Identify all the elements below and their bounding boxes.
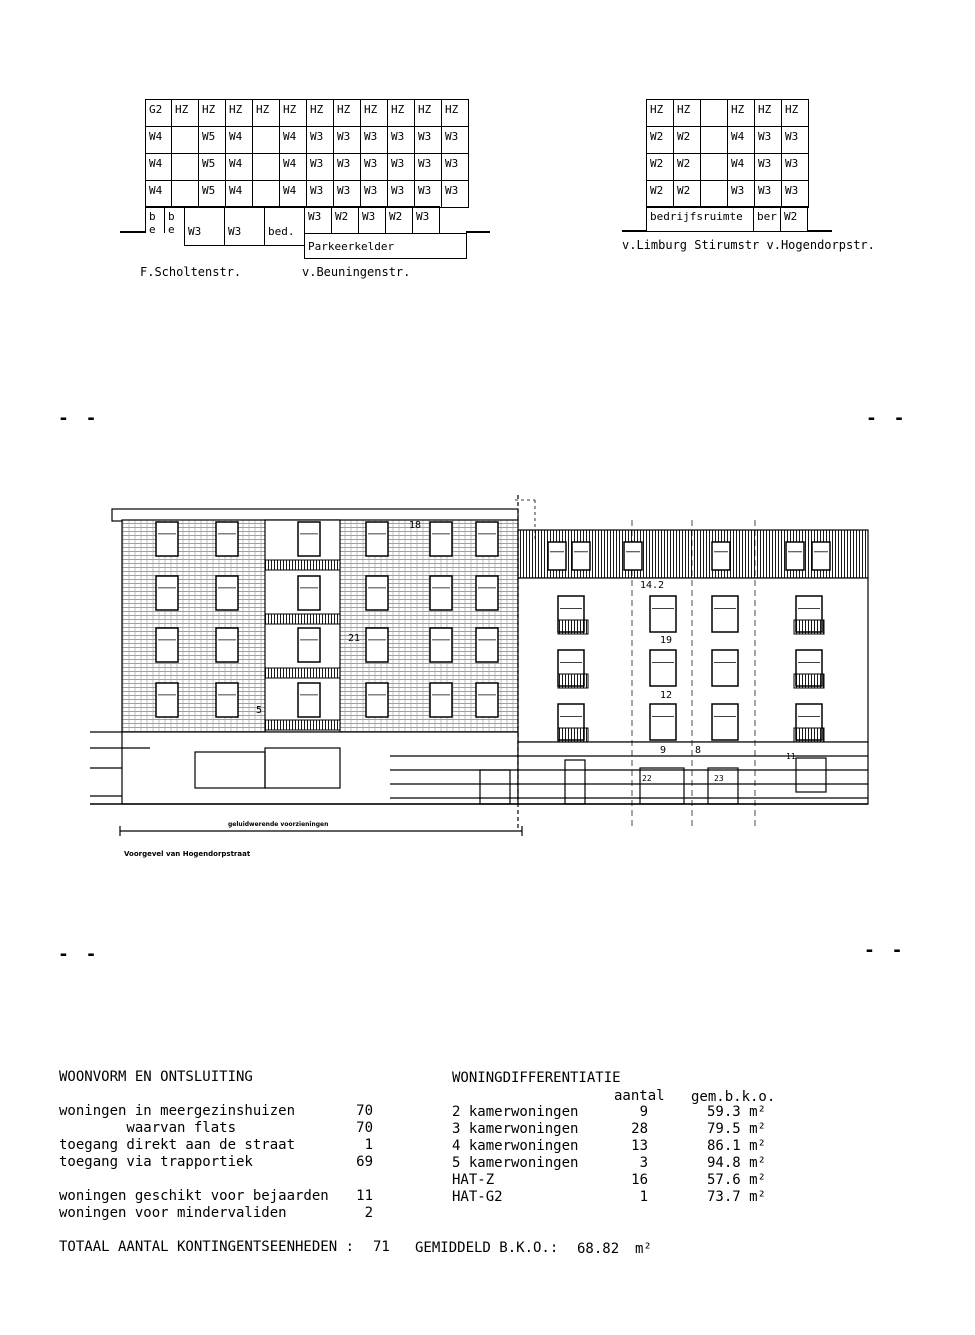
right-grid-r1-c3: W4 xyxy=(727,126,755,154)
facade-window-8 xyxy=(298,576,320,610)
left-grid-r1-c7: W3 xyxy=(333,126,361,154)
facade-window-14 xyxy=(298,628,320,662)
right-grid-r2-c4: W3 xyxy=(754,153,782,181)
right-grid-r3-c1: W2 xyxy=(673,180,701,208)
cell-b2: b e xyxy=(164,206,185,233)
left-grid-r2-c3: W4 xyxy=(225,153,253,181)
facade-window-5 xyxy=(476,522,498,556)
differentiatie-row-gem: 57.6 m² xyxy=(706,1172,766,1188)
balcony-rail xyxy=(265,668,340,678)
facade-window-18 xyxy=(156,683,178,717)
street-label-scholten: F.Scholtenstr. xyxy=(140,265,242,279)
street-label-right: v.Limburg Stirumstr v.Hogendorpstr. xyxy=(622,238,875,252)
balcony-rail xyxy=(265,560,340,570)
left-grid-r1-c11: W3 xyxy=(441,126,469,154)
woonvorm-row-value: 70 xyxy=(356,1103,373,1119)
woonvorm-row-label: woningen voor mindervaliden xyxy=(59,1205,287,1221)
mark-22: 22 xyxy=(642,774,652,783)
woonvorm-row-label: waarvan flats xyxy=(59,1120,237,1136)
differentiatie-row-gem: 59.3 m² xyxy=(706,1104,766,1120)
left-grid-r1-c9: W3 xyxy=(387,126,415,154)
woonvorm-row-value: 2 xyxy=(364,1205,373,1221)
totaal-label: TOTAAL AANTAL KONTINGENTSEENHEDEN : xyxy=(59,1239,355,1255)
left-grid-r2-c11: W3 xyxy=(441,153,469,181)
differentiatie-row-label: 3 kamerwoningen xyxy=(452,1121,579,1137)
left-grid-r1-c5: W4 xyxy=(279,126,307,154)
left-grid-r0-c11: HZ xyxy=(441,99,469,127)
cell-r5-0: W3 xyxy=(304,206,332,234)
cell-r5-1: W2 xyxy=(331,206,359,234)
differentiatie-row-label: 2 kamerwoningen xyxy=(452,1104,579,1120)
facade-window-29 xyxy=(650,650,676,686)
right-grid-r3-c5: W3 xyxy=(781,180,809,208)
facade-window-2 xyxy=(298,522,320,556)
right-grid-r1-c1: W2 xyxy=(673,126,701,154)
left-grid-r0-c5: HZ xyxy=(279,99,307,127)
woonvorm-row-value: 70 xyxy=(356,1120,373,1136)
differentiatie-row-aantal: 3 xyxy=(639,1155,648,1171)
right-grid-r3-c4: W3 xyxy=(754,180,782,208)
left-grid-r3-c3: W4 xyxy=(225,180,253,208)
facade-window-30 xyxy=(712,650,738,686)
facade-window-38 xyxy=(624,542,642,570)
mark-8: 8 xyxy=(695,745,702,756)
left-grid-r1-c0: W4 xyxy=(145,126,172,154)
left-grid-r2-c0: W4 xyxy=(145,153,172,181)
cell-parking: Parkeerkelder xyxy=(304,233,467,259)
facade-window-23 xyxy=(476,683,498,717)
balcony-rail xyxy=(558,620,588,634)
left-grid-r0-c4: HZ xyxy=(252,99,280,127)
differentiatie-row-label: HAT-G2 xyxy=(452,1189,503,1205)
left-grid-r3-c0: W4 xyxy=(145,180,172,208)
right-grid-r0-c0: HZ xyxy=(646,99,674,127)
woonvorm-row-value: 1 xyxy=(364,1137,373,1153)
left-grid-r2-c8: W3 xyxy=(360,153,388,181)
left-grid-r1-c6: W3 xyxy=(306,126,334,154)
facade-window-7 xyxy=(216,576,238,610)
dash-marker-tr: - - xyxy=(866,408,908,429)
left-grid-r0-c10: HZ xyxy=(414,99,442,127)
elevation-note: geluidwerende voorzieningen xyxy=(228,821,329,828)
cell-r5-3: W2 xyxy=(385,206,413,234)
woonvorm-row-label: woningen in meergezinshuizen xyxy=(59,1103,296,1119)
col-header-aantal: aantal xyxy=(614,1088,665,1104)
mark-23: 23 xyxy=(714,774,724,783)
mark-9: 9 xyxy=(660,745,667,756)
facade-window-13 xyxy=(216,628,238,662)
cell-b1: b e xyxy=(145,206,165,233)
balcony-rail xyxy=(558,674,588,688)
facade-window-1 xyxy=(216,522,238,556)
differentiatie-row-gem: 86.1 m² xyxy=(706,1138,766,1154)
differentiatie-row-aantal: 9 xyxy=(639,1104,648,1120)
mark-12: 12 xyxy=(660,690,673,701)
left-grid-r0-c8: HZ xyxy=(360,99,388,127)
mark-21: 21 xyxy=(348,633,361,644)
cell-w3a: W3 xyxy=(184,206,225,246)
cell-bed: bed. xyxy=(264,206,305,246)
facade-window-39 xyxy=(712,542,730,570)
balcony-rail xyxy=(265,720,340,730)
facade-window-6 xyxy=(156,576,178,610)
facade-window-12 xyxy=(156,628,178,662)
balcony-rail xyxy=(794,620,824,634)
facade-window-34 xyxy=(712,704,738,740)
right-grid-r1-c4: W3 xyxy=(754,126,782,154)
differentiatie-row-gem: 79.5 m² xyxy=(706,1121,766,1137)
dash-marker-bl: - - xyxy=(58,944,100,965)
left-grid-r3-c5: W4 xyxy=(279,180,307,208)
gemiddeld-label: GEMIDDELD B.K.O.: xyxy=(415,1240,559,1256)
facade-window-21 xyxy=(366,683,388,717)
mark-5: 5 xyxy=(256,705,263,716)
mark-14-2: 14.2 xyxy=(640,580,665,591)
right-grid-r0-c3: HZ xyxy=(727,99,755,127)
left-grid-r0-c3: HZ xyxy=(225,99,253,127)
differentiatie-row-label: HAT-Z xyxy=(452,1172,495,1188)
facade-window-4 xyxy=(430,522,452,556)
balcony-rail xyxy=(558,728,588,742)
facade-window-11 xyxy=(476,576,498,610)
right-grid-r0-c4: HZ xyxy=(754,99,782,127)
woonvorm-row-label: toegang via trapportiek xyxy=(59,1154,253,1170)
left-grid-r0-c1: HZ xyxy=(171,99,199,127)
facade-window-10 xyxy=(430,576,452,610)
left-grid-r0-c2: HZ xyxy=(198,99,226,127)
facade-window-33 xyxy=(650,704,676,740)
left-grid-r3-c9: W3 xyxy=(387,180,415,208)
facade-window-15 xyxy=(366,628,388,662)
woonvorm-row-label: woningen geschikt voor bejaarden xyxy=(59,1188,329,1204)
col-header-gem: gem.b.k.o. xyxy=(691,1089,776,1105)
right-grid-r0-c5: HZ xyxy=(781,99,809,127)
differentiatie-row-aantal: 1 xyxy=(639,1189,648,1205)
cell-r5-2: W3 xyxy=(358,206,386,234)
left-grid-r2-c5: W4 xyxy=(279,153,307,181)
facade-window-19 xyxy=(216,683,238,717)
facade-window-3 xyxy=(366,522,388,556)
mark-11: 11 xyxy=(786,752,796,761)
facade-window-9 xyxy=(366,576,388,610)
gemiddeld-unit: m² xyxy=(635,1241,652,1257)
cell-bedrijfsruimte: bedrijfsruimte xyxy=(646,206,754,232)
differentiatie-row-aantal: 28 xyxy=(631,1121,648,1137)
cell-ber: ber xyxy=(753,206,781,232)
left-grid-r0-c6: HZ xyxy=(306,99,334,127)
differentiatie-row-aantal: 13 xyxy=(631,1138,648,1154)
cell-w2-bottom: W2 xyxy=(780,206,808,232)
woonvorm-row-value: 11 xyxy=(356,1188,373,1204)
left-grid-r3-c7: W3 xyxy=(333,180,361,208)
left-grid-r3-c6: W3 xyxy=(306,180,334,208)
differentiatie-row-gem: 94.8 m² xyxy=(706,1155,766,1171)
differentiatie-title: WONINGDIFFERENTIATIE xyxy=(452,1070,621,1086)
left-grid-r0-c0: G2 xyxy=(145,99,172,127)
facade-window-20 xyxy=(298,683,320,717)
left-grid-r1-c2: W5 xyxy=(198,126,226,154)
right-grid-r2-c5: W3 xyxy=(781,153,809,181)
right-grid-r2-c1: W2 xyxy=(673,153,701,181)
left-grid-r3-c11: W3 xyxy=(441,180,469,208)
gemiddeld-value: 68.82 xyxy=(577,1241,620,1257)
facade-window-25 xyxy=(650,596,676,632)
balcony-rail xyxy=(794,674,824,688)
woonvorm-row-label: toegang direkt aan de straat xyxy=(59,1137,296,1153)
right-grid-r1-c0: W2 xyxy=(646,126,674,154)
dash-marker-tl: - - xyxy=(58,408,100,429)
balcony-rail xyxy=(265,614,340,624)
facade-window-17 xyxy=(476,628,498,662)
left-grid-r2-c7: W3 xyxy=(333,153,361,181)
street-label-beuningen: v.Beuningenstr. xyxy=(302,265,411,279)
facade-window-37 xyxy=(572,542,590,570)
facade-window-41 xyxy=(812,542,830,570)
mark-18: 18 xyxy=(409,520,422,531)
left-grid-r0-c7: HZ xyxy=(333,99,361,127)
right-grid-r1-c5: W3 xyxy=(781,126,809,154)
facade-window-36 xyxy=(548,542,566,570)
right-grid-r2-c3: W4 xyxy=(727,153,755,181)
left-grid-r3-c10: W3 xyxy=(414,180,442,208)
balcony-rail xyxy=(794,728,824,742)
left-grid-r2-c6: W3 xyxy=(306,153,334,181)
facade-window-40 xyxy=(786,542,804,570)
differentiatie-row-gem: 73.7 m² xyxy=(706,1189,766,1205)
left-grid-r0-c9: HZ xyxy=(387,99,415,127)
left-grid-r1-c10: W3 xyxy=(414,126,442,154)
woonvorm-title: WOONVORM EN ONTSLUITING xyxy=(59,1069,253,1085)
right-grid-r2-c0: W2 xyxy=(646,153,674,181)
left-grid-r1-c8: W3 xyxy=(360,126,388,154)
left-grid-r2-c10: W3 xyxy=(414,153,442,181)
left-grid-r2-c9: W3 xyxy=(387,153,415,181)
left-grid-r1-c3: W4 xyxy=(225,126,253,154)
facade-window-0 xyxy=(156,522,178,556)
facade-window-22 xyxy=(430,683,452,717)
differentiatie-row-label: 4 kamerwoningen xyxy=(452,1138,579,1154)
differentiatie-row-label: 5 kamerwoningen xyxy=(452,1155,579,1171)
left-grid-r3-c8: W3 xyxy=(360,180,388,208)
facade-window-26 xyxy=(712,596,738,632)
mark-19: 19 xyxy=(660,635,673,646)
woonvorm-row-value: 69 xyxy=(356,1154,373,1170)
differentiatie-row-aantal: 16 xyxy=(631,1172,648,1188)
cell-w3b: W3 xyxy=(224,206,265,246)
cell-r5-4: W3 xyxy=(412,206,440,234)
left-grid-r3-c2: W5 xyxy=(198,180,226,208)
facade-window-16 xyxy=(430,628,452,662)
dash-marker-br: - - xyxy=(864,940,906,961)
elevation-caption: Voorgevel van Hogendorpstraat xyxy=(124,850,251,858)
totaal-value: 71 xyxy=(373,1239,390,1255)
right-grid-r3-c3: W3 xyxy=(727,180,755,208)
right-grid-r3-c0: W2 xyxy=(646,180,674,208)
right-grid-r0-c1: HZ xyxy=(673,99,701,127)
left-grid-r2-c2: W5 xyxy=(198,153,226,181)
